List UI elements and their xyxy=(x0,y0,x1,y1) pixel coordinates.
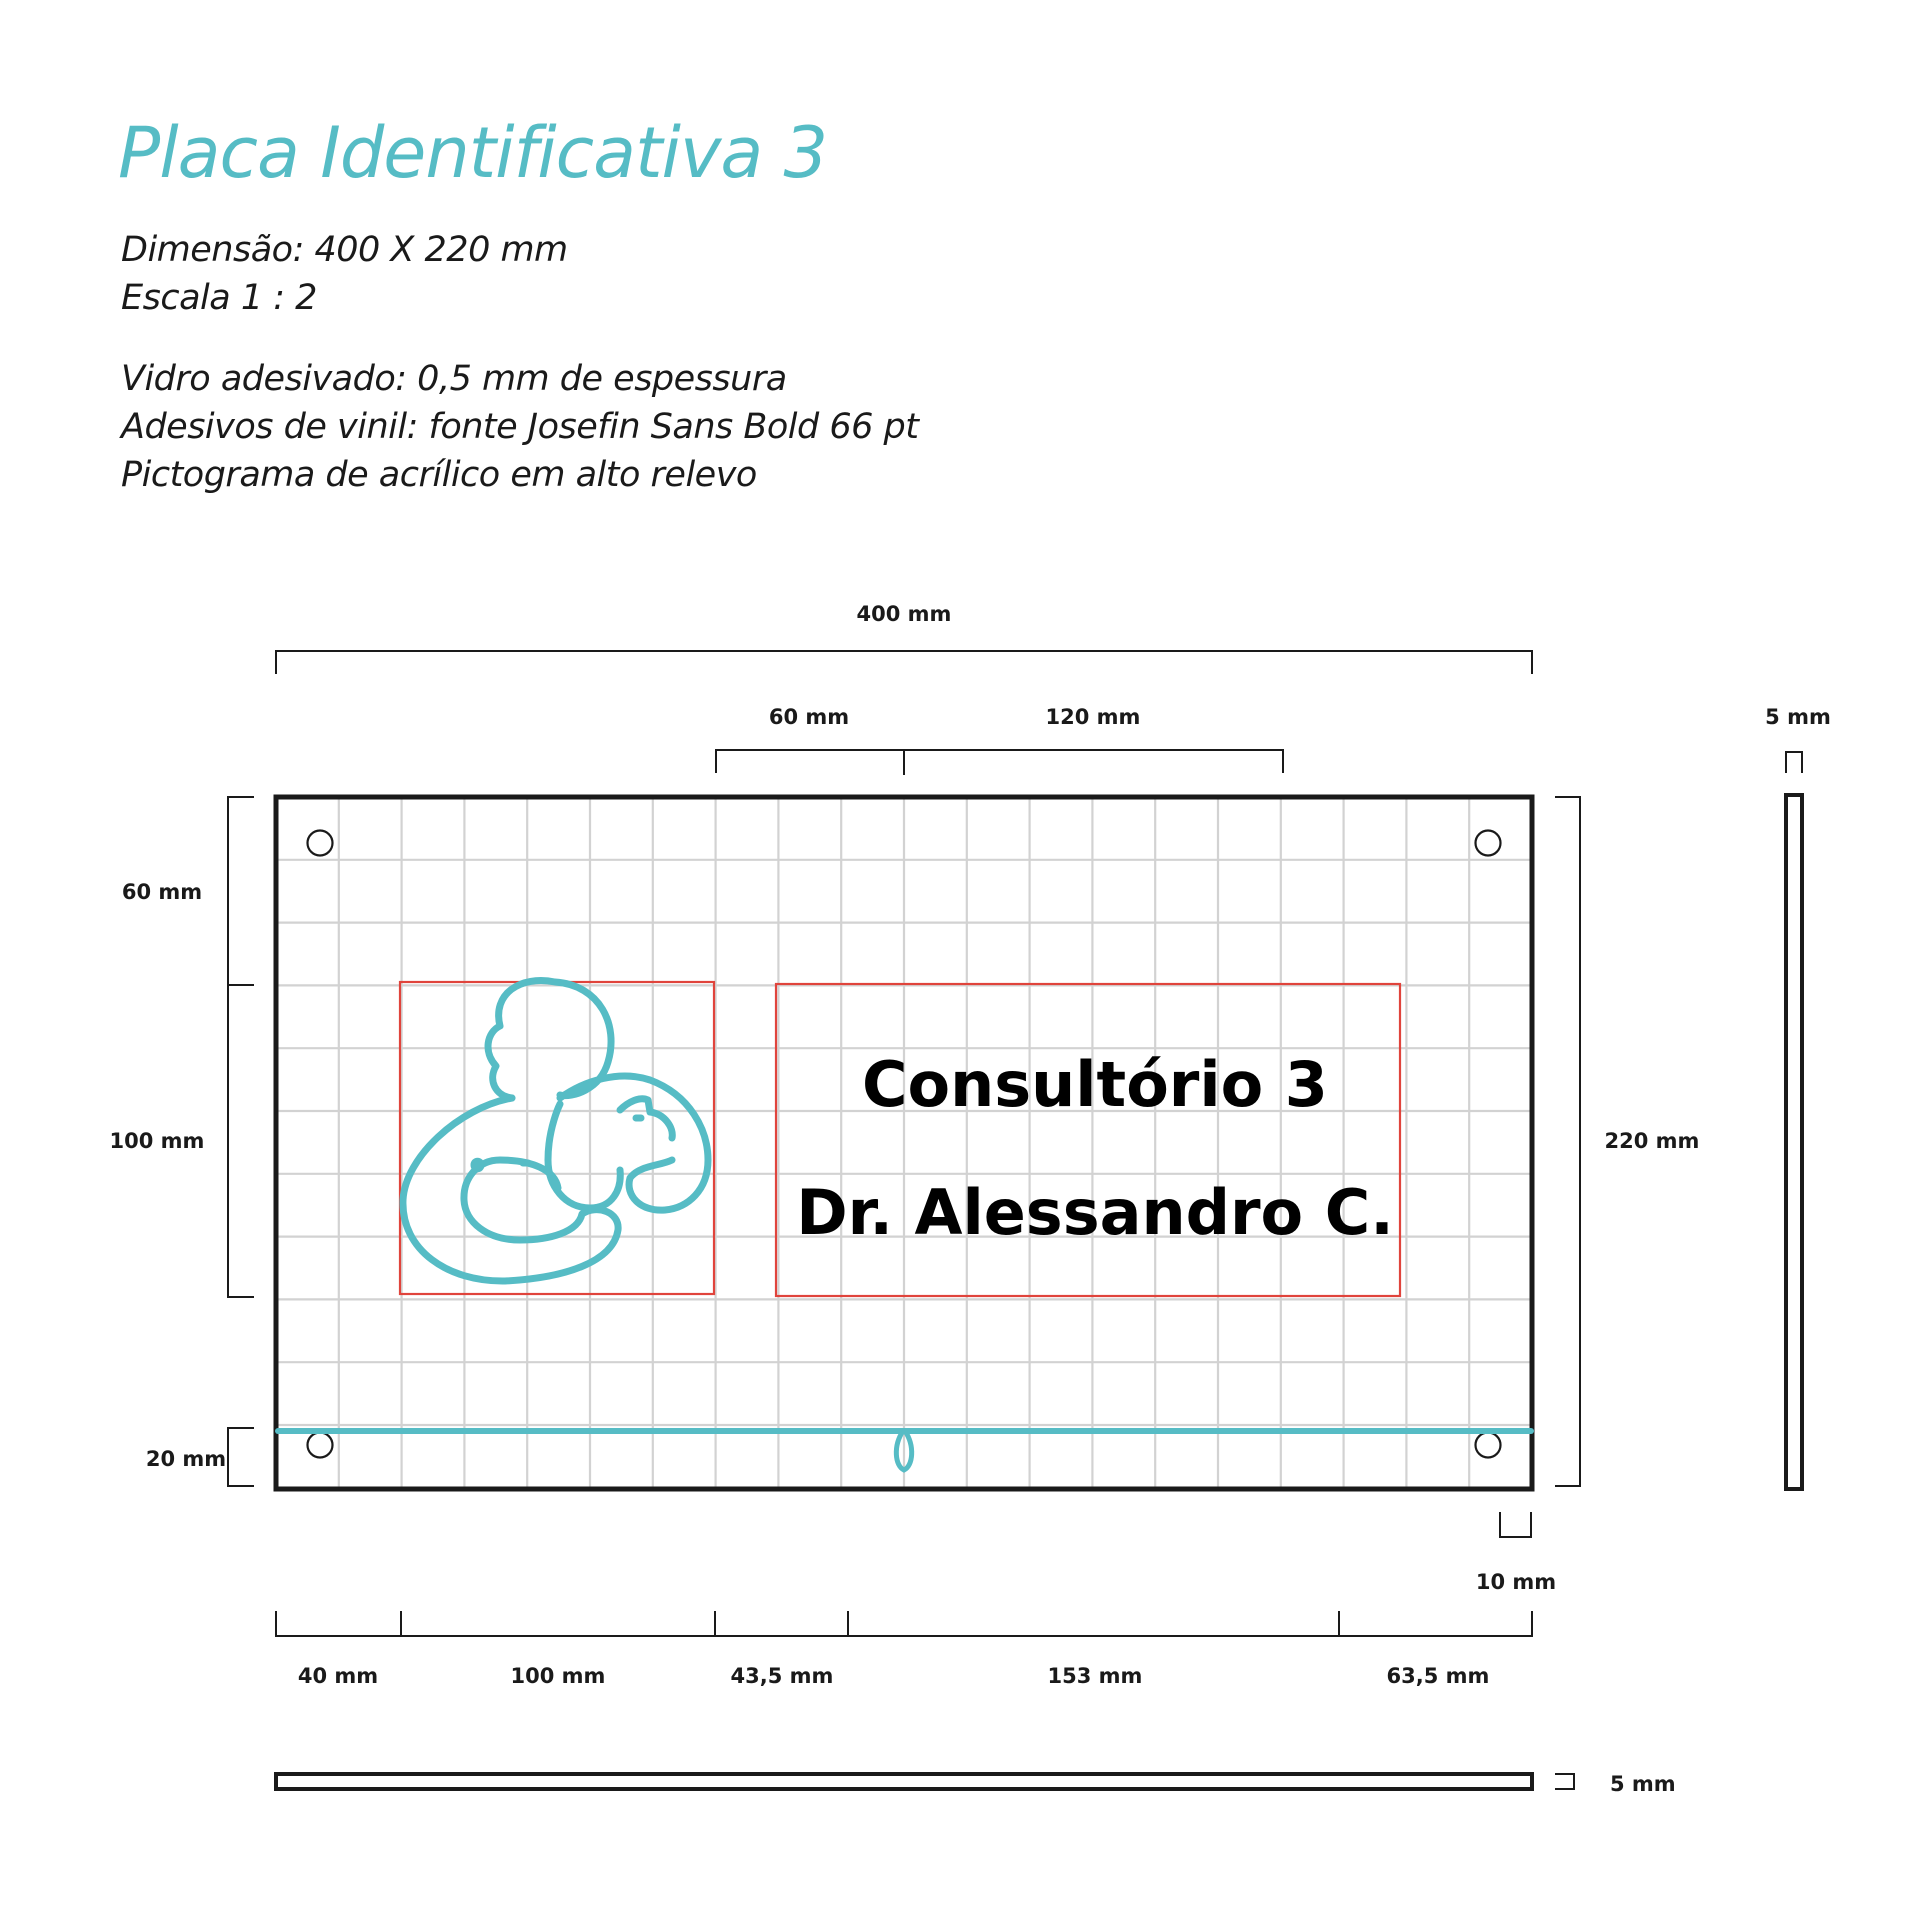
dim-bottom-40: 40 mm xyxy=(297,1664,379,1688)
dim-right-220: 220 mm xyxy=(1604,1129,1700,1153)
spec-dimension: Dimensão: 400 X 220 mm xyxy=(121,230,568,270)
dim-side-thickness: 5 mm xyxy=(1765,705,1831,729)
dim-bottom-thickness: 5 mm xyxy=(1610,1772,1676,1796)
spec-pictogram: Pictograma de acrílico em alto relevo xyxy=(121,455,757,495)
spec-scale: Escala 1 : 2 xyxy=(121,278,317,318)
sign-line-2: Dr. Alessandro C. xyxy=(796,1176,1394,1249)
mounting-hole xyxy=(1476,831,1501,856)
mounting-hole xyxy=(308,831,333,856)
text-guide-box xyxy=(776,984,1400,1296)
dim-left-20: 20 mm xyxy=(145,1447,227,1471)
bottom-profile xyxy=(276,1774,1532,1789)
dim-bottom-100: 100 mm xyxy=(510,1664,606,1688)
mounting-hole xyxy=(308,1433,333,1458)
pictogram-guide-box xyxy=(400,982,714,1294)
dim-bottom-43-5: 43,5 mm xyxy=(730,1664,834,1688)
page-title: Placa Identificativa 3 xyxy=(118,112,828,194)
dim-corner-10: 10 mm xyxy=(1475,1570,1557,1594)
mounting-hole xyxy=(1476,1433,1501,1458)
dim-total-width: 400 mm xyxy=(856,602,952,626)
dim-bottom-153: 153 mm xyxy=(1047,1664,1143,1688)
dim-top-120: 120 mm xyxy=(1045,705,1141,729)
spec-vinyl: Adesivos de vinil: fonte Josefin Sans Bold 66 pt xyxy=(121,407,919,447)
sign-line-1: Consultório 3 xyxy=(862,1048,1328,1121)
dim-left-60: 60 mm xyxy=(121,880,203,904)
side-profile xyxy=(1786,795,1802,1489)
dim-bottom-63-5: 63,5 mm xyxy=(1386,1664,1490,1688)
grid xyxy=(276,797,1532,1489)
dim-left-100: 100 mm xyxy=(109,1129,205,1153)
spec-glass: Vidro adesivado: 0,5 mm de espessura xyxy=(121,359,787,399)
dim-top-60: 60 mm xyxy=(768,705,850,729)
